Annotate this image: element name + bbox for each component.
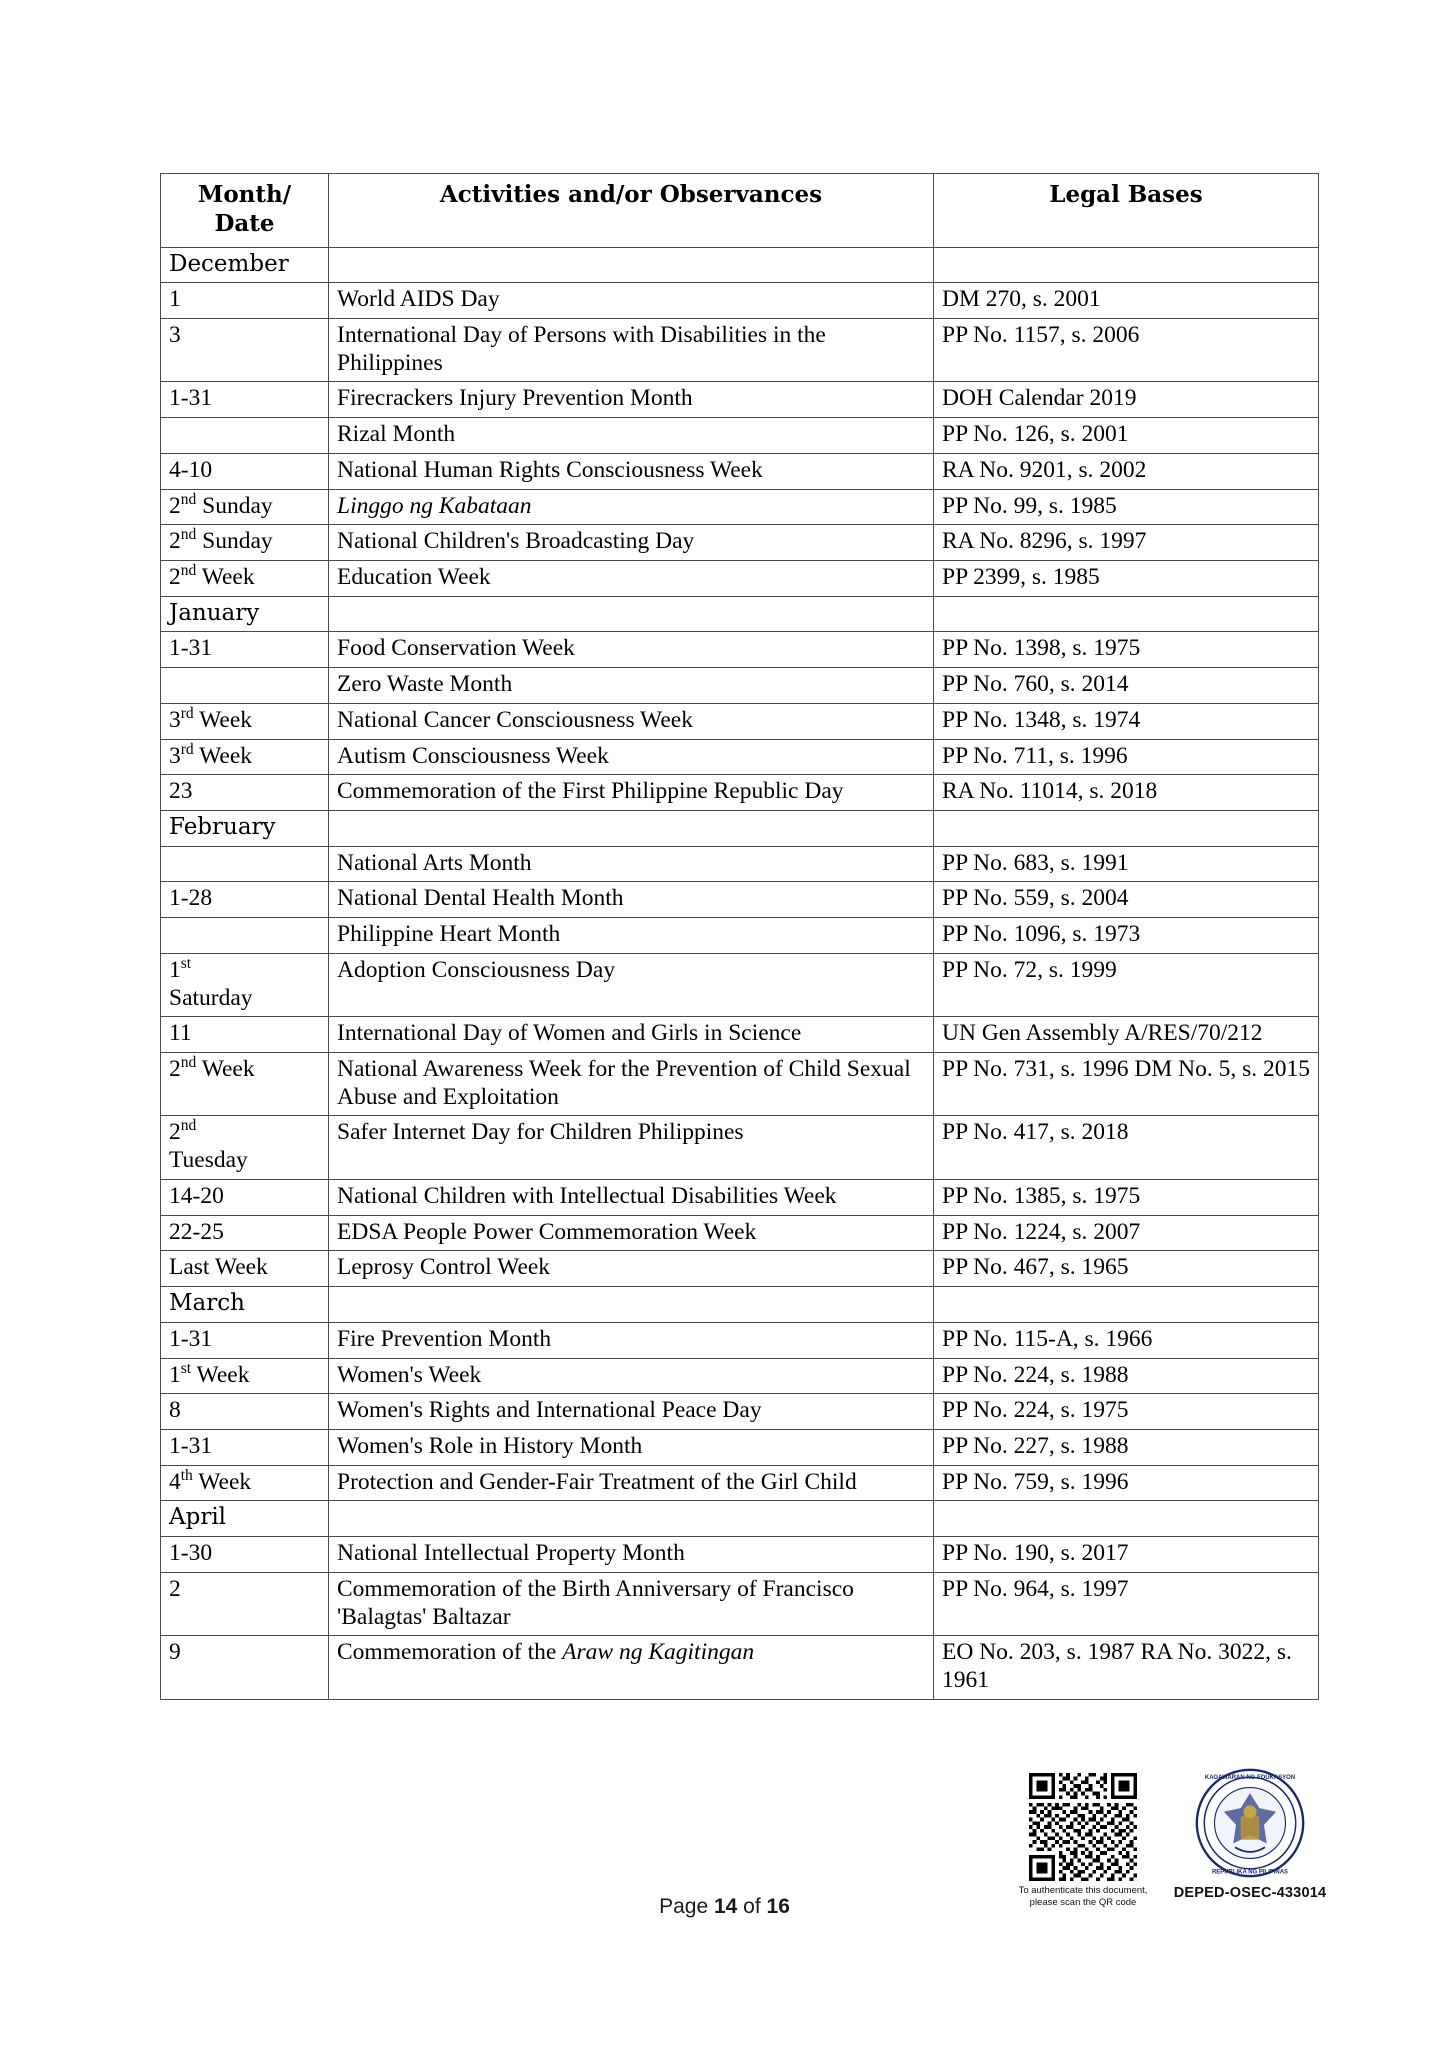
cell-month-date: 1-31 [161, 1322, 329, 1358]
ordinal-suffix: rd [180, 705, 194, 723]
ordinal-suffix: th [180, 1466, 193, 1484]
cell-month-date: 1st Week [161, 1358, 329, 1394]
month-heading-row [161, 811, 1319, 847]
cell-activity: Autism Consciousness Week [329, 739, 934, 775]
month-name: March [161, 1287, 329, 1323]
cell-legal-basis: PP No. 759, s. 1996 [934, 1465, 1319, 1501]
month-name: January [161, 596, 329, 632]
cell-month-date: 11 [161, 1017, 329, 1053]
month-heading-row [161, 596, 1319, 632]
cell-month-date: 23 [161, 775, 329, 811]
table-body [161, 247, 1319, 1699]
cell-month-date: 2nd Week [161, 560, 329, 596]
table-row [161, 918, 1319, 954]
cell-legal-basis: PP No. 190, s. 2017 [934, 1537, 1319, 1573]
cell-month-date: 3rd Week [161, 739, 329, 775]
ordinal-suffix: rd [180, 740, 194, 758]
cell-activity: National Dental Health Month [329, 882, 934, 918]
ordinal-suffix: st [180, 1359, 192, 1377]
table-row [161, 1537, 1319, 1573]
month-row-activities-blank [329, 1501, 934, 1537]
table-row [161, 283, 1319, 319]
month-heading-row [161, 1287, 1319, 1323]
cell-legal-basis: EO No. 203, s. 1987 RA No. 3022, s. 1961 [934, 1636, 1319, 1699]
cell-legal-basis: PP No. 731, s. 1996 DM No. 5, s. 2015 [934, 1053, 1319, 1116]
table-row [161, 1572, 1319, 1635]
cell-month-date [161, 668, 329, 704]
cell-activity: Women's Rights and International Peace Day [329, 1394, 934, 1430]
table-row [161, 1394, 1319, 1430]
ordinal-suffix: st [180, 955, 192, 973]
cell-month-date: 4th Week [161, 1465, 329, 1501]
cell-month-date: 1-31 [161, 632, 329, 668]
column-header-activities: Activities and/or Observances [329, 174, 934, 248]
column-header-month-line: Month/ [197, 181, 292, 208]
table-row [161, 668, 1319, 704]
month-heading-row [161, 1501, 1319, 1537]
cell-legal-basis: PP No. 1385, s. 1975 [934, 1179, 1319, 1215]
cell-month-date: 8 [161, 1394, 329, 1430]
cell-month-date: 1-30 [161, 1537, 329, 1573]
month-row-activities-blank [329, 1287, 934, 1323]
cell-month-date: 1-31 [161, 382, 329, 418]
table-row [161, 418, 1319, 454]
table-row [161, 1251, 1319, 1287]
cell-activity: Commemoration of the First Philippine Republic Day [329, 775, 934, 811]
table-row [161, 739, 1319, 775]
cell-legal-basis: PP No. 1348, s. 1974 [934, 703, 1319, 739]
table-row [161, 846, 1319, 882]
ordinal-suffix: nd [180, 1117, 197, 1135]
month-row-activities-blank [329, 596, 934, 632]
month-row-activities-blank [329, 811, 934, 847]
cell-legal-basis: PP No. 99, s. 1985 [934, 489, 1319, 525]
cell-activity: Women's Role in History Month [329, 1429, 934, 1465]
cell-activity: Zero Waste Month [329, 668, 934, 704]
cell-month-date: 14-20 [161, 1179, 329, 1215]
month-name: April [161, 1501, 329, 1537]
cell-month-date: 1-31 [161, 1429, 329, 1465]
qr-code-block [1017, 1773, 1177, 1909]
page-label-mid: of [737, 1895, 767, 1918]
month-row-legal-blank [934, 596, 1319, 632]
activity-italic-phrase: Araw ng Kagitingan [562, 1639, 755, 1666]
cell-activity: Protection and Gender-Fair Treatment of the Girl Child [329, 1465, 934, 1501]
table-row [161, 882, 1319, 918]
column-header-month-date [161, 174, 329, 248]
month-row-legal-blank [934, 811, 1319, 847]
cell-legal-basis: DOH Calendar 2019 [934, 382, 1319, 418]
qr-caption-line-2: please scan the QR code [1029, 1896, 1137, 1908]
cell-legal-basis: PP No. 417, s. 2018 [934, 1116, 1319, 1179]
cell-activity: National Children's Broadcasting Day [329, 525, 934, 561]
svg-text:KAGAWARAN NG EDUKASYON: KAGAWARAN NG EDUKASYON [1204, 1775, 1296, 1782]
cell-activity: Commemoration of the Birth Anniversary of Francisco 'Balagtas' Baltazar [329, 1572, 934, 1635]
month-row-activities-blank [329, 247, 934, 283]
table-row [161, 1429, 1319, 1465]
table-row [161, 1215, 1319, 1251]
cell-month-date: 2nd Sunday [161, 489, 329, 525]
deped-seal-icon [1194, 1767, 1306, 1879]
cell-legal-basis: PP No. 115-A, s. 1966 [934, 1322, 1319, 1358]
cell-month-date: 1-28 [161, 882, 329, 918]
cell-legal-basis: PP No. 227, s. 1988 [934, 1429, 1319, 1465]
cell-activity: Philippine Heart Month [329, 918, 934, 954]
cell-legal-basis: PP No. 224, s. 1975 [934, 1394, 1319, 1430]
cell-legal-basis: RA No. 11014, s. 2018 [934, 775, 1319, 811]
cell-month-date: 4-10 [161, 453, 329, 489]
cell-legal-basis: PP No. 760, s. 2014 [934, 668, 1319, 704]
cell-month-date: 3 [161, 318, 329, 381]
observances-table-wrapper [160, 173, 1318, 1700]
cell-legal-basis: PP 2399, s. 1985 [934, 560, 1319, 596]
observances-table [160, 173, 1319, 1700]
cell-activity [329, 489, 934, 525]
ordinal-suffix: nd [180, 1054, 197, 1072]
table-row [161, 1053, 1319, 1116]
table-row [161, 1636, 1319, 1699]
cell-activity: Rizal Month [329, 418, 934, 454]
table-row [161, 525, 1319, 561]
cell-activity: National Human Rights Consciousness Week [329, 453, 934, 489]
month-name: February [161, 811, 329, 847]
page-current-number: 14 [713, 1895, 738, 1918]
table-row [161, 560, 1319, 596]
cell-month-date: 1 [161, 283, 329, 319]
cell-legal-basis: PP No. 683, s. 1991 [934, 846, 1319, 882]
table-header-row [161, 174, 1319, 248]
table-row [161, 453, 1319, 489]
cell-activity: EDSA People Power Commemoration Week [329, 1215, 934, 1251]
page-label-prefix: Page [659, 1895, 714, 1918]
table-row [161, 1116, 1319, 1179]
cell-activity: National Arts Month [329, 846, 934, 882]
cell-month-date: 22-25 [161, 1215, 329, 1251]
month-row-legal-blank [934, 1501, 1319, 1537]
cell-legal-basis: PP No. 1157, s. 2006 [934, 318, 1319, 381]
column-header-date-line: Date [214, 209, 275, 237]
cell-activity: National Cancer Consciousness Week [329, 703, 934, 739]
cell-month-date: 9 [161, 1636, 329, 1699]
cell-activity: Education Week [329, 560, 934, 596]
cell-month-date [161, 418, 329, 454]
cell-month-date: 2nd Tuesday [161, 1116, 329, 1179]
table-row [161, 489, 1319, 525]
table-row [161, 953, 1319, 1016]
cell-activity: International Day of Women and Girls in Science [329, 1017, 934, 1053]
ordinal-suffix: nd [180, 562, 197, 580]
cell-month-date: 2nd Sunday [161, 525, 329, 561]
month-row-legal-blank [934, 1287, 1319, 1323]
cell-month-date: 1st Saturday [161, 953, 329, 1016]
table-row [161, 1465, 1319, 1501]
cell-activity: Leprosy Control Week [329, 1251, 934, 1287]
table-row [161, 382, 1319, 418]
ordinal-suffix: nd [180, 490, 197, 508]
table-row [161, 703, 1319, 739]
cell-activity: Firecrackers Injury Prevention Month [329, 382, 934, 418]
cell-activity: Fire Prevention Month [329, 1322, 934, 1358]
cell-activity: Food Conservation Week [329, 632, 934, 668]
cell-activity: Women's Week [329, 1358, 934, 1394]
cell-activity: Adoption Consciousness Day [329, 953, 934, 1016]
table-row [161, 632, 1319, 668]
cell-legal-basis: PP No. 1096, s. 1973 [934, 918, 1319, 954]
cell-legal-basis: RA No. 9201, s. 2002 [934, 453, 1319, 489]
activity-italic-phrase: Linggo ng Kabataan [337, 492, 532, 519]
table-row [161, 1179, 1319, 1215]
table-row [161, 775, 1319, 811]
deped-seal-block [1165, 1767, 1335, 1901]
table-header [161, 174, 1319, 248]
page-total-number: 16 [766, 1895, 790, 1918]
qr-code-caption [1017, 1885, 1149, 1909]
document-code: DEPED-OSEC-433014 [1173, 1885, 1327, 1901]
cell-legal-basis: PP No. 559, s. 2004 [934, 882, 1319, 918]
qr-caption-line-1: To authenticate this document, [1018, 1885, 1148, 1896]
cell-activity: International Day of Persons with Disabilities in the Philippines [329, 318, 934, 381]
column-header-legal-bases: Legal Bases [934, 174, 1319, 248]
cell-activity: World AIDS Day [329, 283, 934, 319]
month-name: December [161, 247, 329, 283]
cell-activity: National Intellectual Property Month [329, 1537, 934, 1573]
cell-activity: Commemoration of the Araw ng Kagitingan [329, 1636, 934, 1699]
cell-month-date: Last Week [161, 1251, 329, 1287]
month-heading-row [161, 247, 1319, 283]
cell-legal-basis: UN Gen Assembly A/RES/70/212 [934, 1017, 1319, 1053]
ordinal-suffix: nd [180, 526, 197, 544]
cell-legal-basis: PP No. 467, s. 1965 [934, 1251, 1319, 1287]
cell-legal-basis: PP No. 72, s. 1999 [934, 953, 1319, 1016]
cell-month-date: 2nd Week [161, 1053, 329, 1116]
cell-month-date [161, 918, 329, 954]
cell-activity: Safer Internet Day for Children Philippines [329, 1116, 934, 1179]
cell-legal-basis: PP No. 1224, s. 2007 [934, 1215, 1319, 1251]
table-row [161, 1358, 1319, 1394]
table-row [161, 1017, 1319, 1053]
cell-month-date: 2 [161, 1572, 329, 1635]
table-row [161, 1322, 1319, 1358]
cell-legal-basis: PP No. 1398, s. 1975 [934, 632, 1319, 668]
cell-legal-basis: PP No. 126, s. 2001 [934, 418, 1319, 454]
cell-month-date [161, 846, 329, 882]
cell-legal-basis: PP No. 964, s. 1997 [934, 1572, 1319, 1635]
cell-legal-basis: PP No. 711, s. 1996 [934, 739, 1319, 775]
table-row [161, 318, 1319, 381]
cell-activity: National Children with Intellectual Disabilities Week [329, 1179, 934, 1215]
cell-legal-basis: PP No. 224, s. 1988 [934, 1358, 1319, 1394]
page-footer [0, 1775, 1449, 1985]
cell-activity: National Awareness Week for the Prevention of Child Sexual Abuse and Exploitation [329, 1053, 934, 1116]
qr-code-icon [1029, 1773, 1137, 1881]
cell-legal-basis: DM 270, s. 2001 [934, 283, 1319, 319]
month-row-legal-blank [934, 247, 1319, 283]
cell-legal-basis: RA No. 8296, s. 1997 [934, 525, 1319, 561]
cell-month-date: 3rd Week [161, 703, 329, 739]
svg-text:REPUBLIKA NG PILIPINAS: REPUBLIKA NG PILIPINAS [1211, 1869, 1289, 1876]
